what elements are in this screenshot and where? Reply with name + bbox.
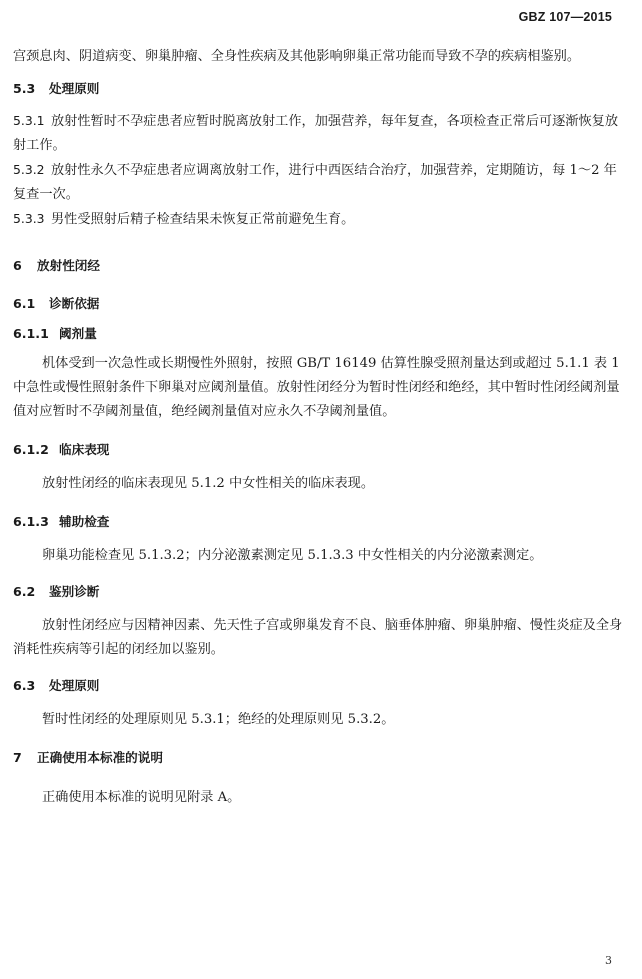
heading-title: 阈剂量: [59, 326, 97, 341]
heading-number: 6.3: [13, 678, 36, 693]
heading-6-2: [13, 580, 629, 604]
heading-title: 处理原则: [49, 678, 100, 693]
clause-5-3-3: [13, 207, 629, 232]
heading-title: 放射性闭经: [37, 258, 100, 273]
heading-number: 6.1.1: [13, 326, 49, 341]
heading-number: 7: [13, 750, 22, 765]
continuation-paragraph: 宫颈息肉、阴道病变、卵巢肿瘤、全身性疾病及其他影响卵巢正常功能而导致不孕的疾病相鉴别。: [13, 49, 581, 64]
paragraph-7: 正确使用本标准的说明见附录 A。: [42, 790, 241, 805]
clause-text: 放射性暂时不孕症患者应暂时脱离放射工作，加强营养，每年复查，各项检查正常后可逐渐恢复放射工作。: [13, 114, 619, 153]
standard-code: GBZ 107—2015: [518, 10, 612, 24]
clause-number: 5.3.3: [13, 211, 45, 226]
clause-5-3-2: [13, 158, 629, 207]
clause-number: 5.3.2: [13, 162, 45, 177]
heading-number: 6: [13, 258, 22, 273]
paragraph-6-1-3: 卵巢功能检查见 5.1.3.2；内分泌激素测定见 5.1.3.3 中女性相关的内分泌激素测定。: [42, 548, 543, 563]
heading-6-1-2: [13, 438, 629, 462]
clause-text: 男性受照射后精子检查结果未恢复正常前避免生育。: [51, 212, 355, 227]
heading-number: 6.1.2: [13, 442, 49, 457]
heading-6-3: [13, 674, 629, 698]
paragraph-6-1-1: 机体受到一次急性或长期慢性外照射，按照 GB/T 16149 估算性腺受照剂量达到或超过 5.1.1 表 1 中急性或慢性照射条件下卵巢对应阈剂量值。放射性闭经分为暂时性闭经和绝经，其中暂时性闭经阈剂量值对应暂时不孕阈剂量值，绝经阈剂量值对应永久不孕阈剂量值。: [13, 356, 620, 419]
clause-5-3-1: [13, 109, 629, 158]
paragraph-6-3: 暂时性闭经的处理原则见 5.3.1；绝经的处理原则见 5.3.2。: [42, 712, 395, 727]
heading-6: [13, 254, 629, 278]
heading-6-1-1: [13, 322, 629, 346]
heading-number: 5.3: [13, 81, 36, 96]
heading-title: 辅助检查: [59, 514, 110, 529]
heading-6-1-3: [13, 510, 629, 534]
heading-6-1: [13, 292, 629, 316]
heading-5-3: [13, 77, 629, 101]
heading-title: 鉴别诊断: [49, 584, 100, 599]
heading-number: 6.1: [13, 296, 36, 311]
heading-title: 诊断依据: [49, 296, 100, 311]
heading-number: 6.2: [13, 584, 36, 599]
page-number: 3: [605, 954, 612, 967]
heading-number: 6.1.3: [13, 514, 49, 529]
heading-title: 正确使用本标准的说明: [37, 750, 163, 765]
clause-text: 放射性永久不孕症患者应调离放射工作，进行中西医结合治疗，加强营养，定期随访，每 1～2 年复查一次。: [13, 163, 617, 202]
clause-number: 5.3.1: [13, 113, 45, 128]
document-body: [13, 45, 629, 810]
heading-title: 处理原则: [49, 81, 100, 96]
paragraph-6-1-2: 放射性闭经的临床表现见 5.1.2 中女性相关的临床表现。: [42, 476, 375, 491]
heading-7: [13, 746, 629, 770]
paragraph-6-2: 放射性闭经应与因精神因素、先天性子宫或卵巢发育不良、脑垂体肿瘤、卵巢肿瘤、慢性炎症及全身消耗性疾病等引起的闭经加以鉴别。: [13, 618, 623, 657]
heading-title: 临床表现: [59, 442, 110, 457]
